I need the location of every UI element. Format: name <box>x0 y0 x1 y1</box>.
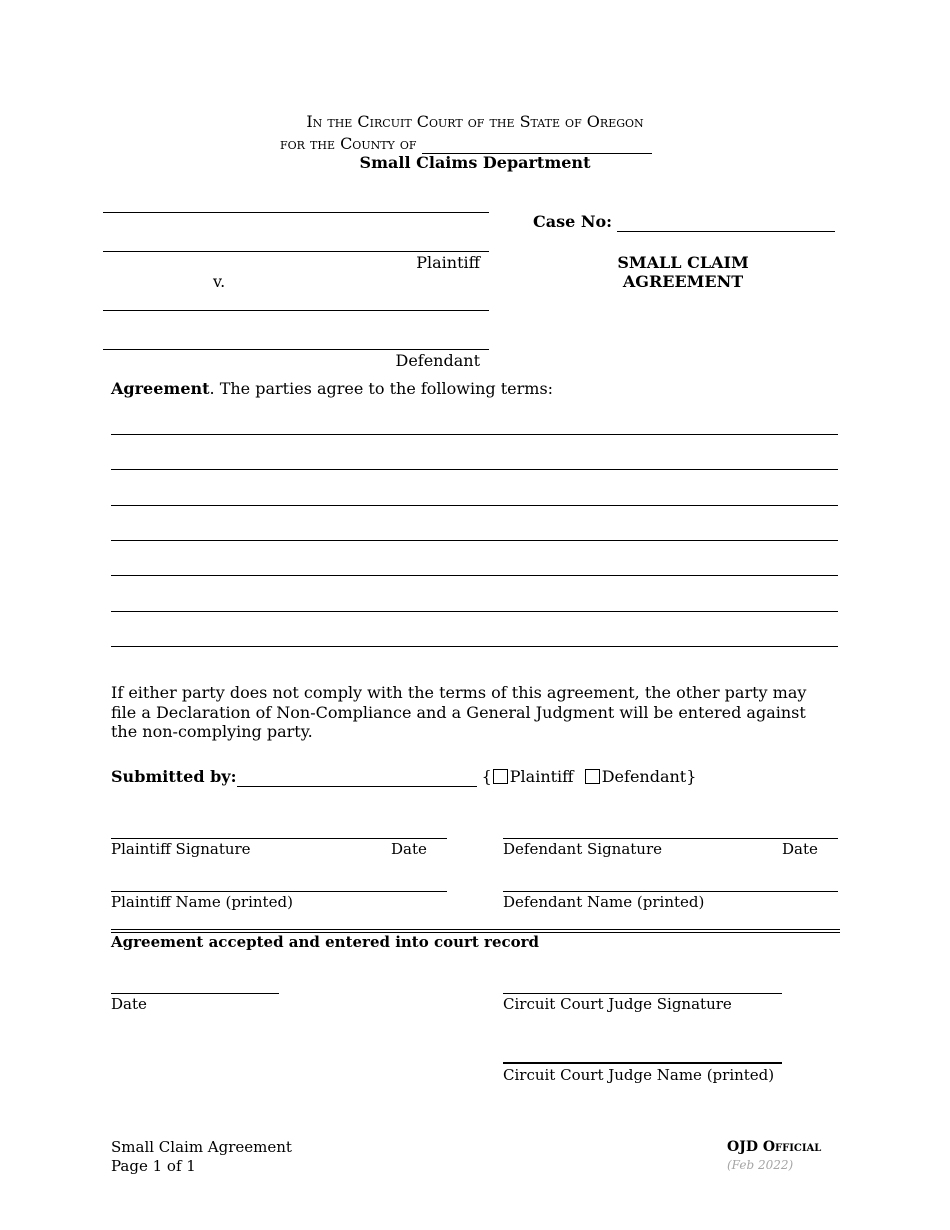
defendant-line-2[interactable] <box>103 349 489 350</box>
form-title-line1: SMALL CLAIM <box>617 253 749 272</box>
case-number <box>533 212 835 232</box>
judge-name-label: Circuit Court Judge Name (printed) <box>503 1066 775 1084</box>
plaintiff-signature-line[interactable] <box>111 838 447 839</box>
judge-signature-line[interactable] <box>503 993 782 994</box>
versus-label: v. <box>213 272 226 291</box>
plaintiff-label: Plaintiff <box>416 253 480 272</box>
agreement-intro-text: . The parties agree to the following terms: <box>209 379 554 398</box>
plaintiff-line-2[interactable] <box>103 251 489 252</box>
noncompliance-paragraph: If either party does not comply with the terms of this agreement, the other party may file a Declaration of Non-Compliance and a General Judgment will be entered against the non-complying party. <box>111 683 807 741</box>
section-divider-top <box>111 929 840 930</box>
court-date-line[interactable] <box>111 993 279 994</box>
judge-name-line[interactable] <box>503 1062 782 1064</box>
plaintiff-name-line[interactable] <box>111 891 447 892</box>
terms-line-6[interactable] <box>111 611 838 612</box>
defendant-name-label: Defendant Name (printed) <box>503 893 705 911</box>
defendant-checkbox[interactable] <box>585 769 600 784</box>
judge-signature-label: Circuit Court Judge Signature <box>503 995 732 1013</box>
footer-page-number: Page 1 of 1 <box>111 1157 196 1175</box>
court-record-heading: Agreement accepted and entered into court record <box>111 933 540 951</box>
footer-revision-date: (Feb 2022) <box>727 1158 794 1172</box>
footer-form-name: Small Claim Agreement <box>111 1138 292 1156</box>
county-line <box>280 134 652 154</box>
defendant-line-1[interactable] <box>103 310 489 311</box>
court-date-label: Date <box>111 995 147 1013</box>
defendant-signature-line[interactable] <box>503 838 838 839</box>
submitted-by-row <box>111 767 696 787</box>
form-title-line2: AGREEMENT <box>622 272 744 291</box>
terms-line-1[interactable] <box>111 434 838 435</box>
submitted-by-label: Submitted by: <box>111 767 237 786</box>
plaintiff-name-label: Plaintiff Name (printed) <box>111 893 293 911</box>
defendant-name-line[interactable] <box>503 891 838 892</box>
case-no-field[interactable] <box>617 212 835 232</box>
plaintiff-option-label: Plaintiff <box>509 767 574 786</box>
case-no-label: Case No: <box>533 212 613 231</box>
defendant-date-label: Date <box>782 840 818 858</box>
plaintiff-signature-label: Plaintiff Signature <box>111 840 251 858</box>
department-title: Small Claims Department <box>359 153 591 172</box>
plaintiff-checkbox[interactable] <box>493 769 508 784</box>
plaintiff-date-label: Date <box>391 840 427 858</box>
terms-line-5[interactable] <box>111 575 838 576</box>
defendant-option-label: Defendant <box>601 767 687 786</box>
open-brace: { <box>481 767 492 786</box>
defendant-signature-label: Defendant Signature <box>503 840 663 858</box>
plaintiff-line-1[interactable] <box>103 212 489 213</box>
submitted-by-field[interactable] <box>237 767 477 787</box>
terms-line-4[interactable] <box>111 540 838 541</box>
county-label: for the County of <box>280 134 417 153</box>
terms-line-3[interactable] <box>111 505 838 506</box>
agreement-heading: Agreement <box>111 379 210 398</box>
footer-ojd-official: OJD Official <box>727 1139 822 1155</box>
county-field[interactable] <box>422 134 652 154</box>
terms-line-2[interactable] <box>111 469 838 470</box>
terms-line-7[interactable] <box>111 646 838 647</box>
court-heading: In the Circuit Court of the State of Oregon <box>306 112 644 131</box>
agreement-intro <box>111 379 553 398</box>
close-brace: } <box>686 767 697 786</box>
defendant-label: Defendant <box>395 351 480 370</box>
